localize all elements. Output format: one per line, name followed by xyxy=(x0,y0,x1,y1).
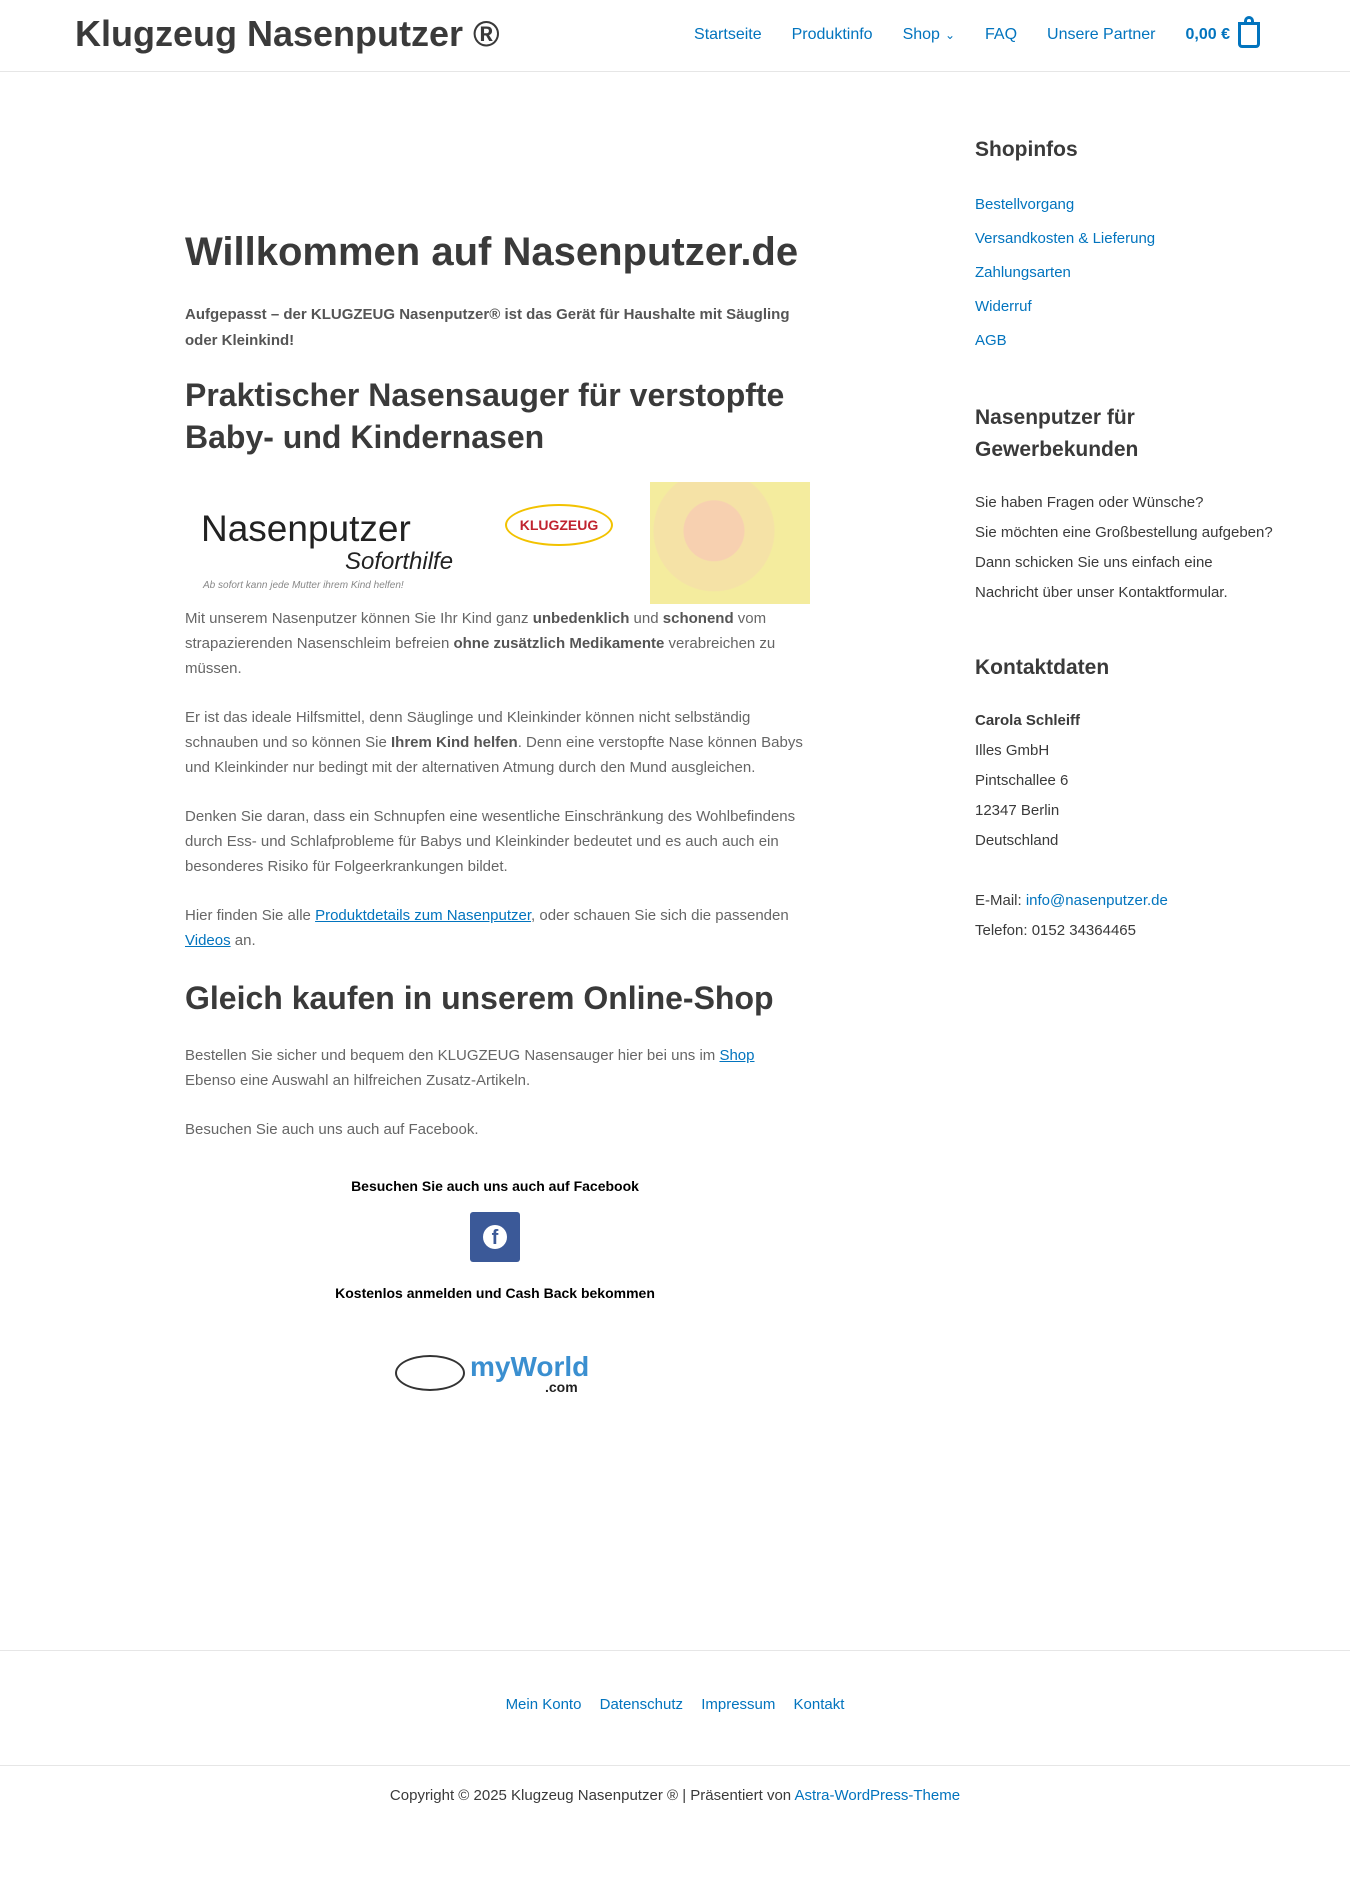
footer-link-impressum[interactable]: Impressum xyxy=(701,1696,776,1713)
b2b-line: Sie haben Fragen oder Wünsche? xyxy=(975,494,1204,511)
baby-image xyxy=(650,482,810,604)
site-title[interactable]: Klugzeug Nasenputzer ® xyxy=(75,13,500,54)
main-content xyxy=(185,228,805,1399)
nav-faq[interactable]: FAQ xyxy=(985,26,1018,43)
facebook-button[interactable] xyxy=(470,1212,520,1262)
paragraph-2 xyxy=(185,705,805,780)
b2b-line: Sie möchten eine Großbestellung aufgeben? xyxy=(975,524,1273,541)
contact-email-row xyxy=(975,886,1295,916)
myworld-name: myWorld xyxy=(470,1351,590,1382)
page-title: Willkommen auf Nasenputzer.de xyxy=(185,230,799,274)
myworld-tld: .com xyxy=(545,1379,578,1395)
cart-total: 0,00 € xyxy=(1185,26,1230,43)
nav-partner[interactable]: Unsere Partner xyxy=(1047,26,1156,43)
globe-icon xyxy=(395,1355,465,1391)
klugzeug-logo: KLUGZEUG xyxy=(505,504,613,546)
footer-link-mein-konto[interactable]: Mein Konto xyxy=(505,1696,582,1713)
spacer xyxy=(975,856,1295,886)
p1-bold-2: schonend xyxy=(662,610,734,627)
p4-text-b: , oder schauen Sie sich die passenden xyxy=(531,907,789,924)
b2b-line: Dann schicken Sie uns einfach eine xyxy=(975,554,1213,571)
gewerbekunden-text xyxy=(975,488,1295,608)
paragraph-6: Besuchen Sie auch uns auch auf Facebook. xyxy=(185,1121,479,1138)
facebook-icon: f xyxy=(483,1225,507,1249)
p1-text-d: vom strapazierenden Nasenschleim befreien xyxy=(185,610,767,652)
product-details-link[interactable]: Produktdetails zum Nasenputzer xyxy=(315,907,532,924)
nav-startseite[interactable]: Startseite xyxy=(694,26,762,43)
p5-text-b: Ebenso eine Auswahl an hilfreichen Zusatz-Artikeln. xyxy=(185,1072,531,1089)
contact-line: 12347 Berlin xyxy=(975,802,1060,819)
p4-text-a: Hier finden Sie alle xyxy=(185,907,316,924)
p2-bold: Ihrem Kind helfen xyxy=(391,734,518,751)
theme-link[interactable]: Astra-WordPress-Theme xyxy=(794,1787,961,1804)
contact-phone: Telefon: 0152 34364465 xyxy=(975,922,1136,939)
footer-links xyxy=(0,1696,1350,1713)
copyright-text: Copyright © 2025 Klugzeug Nasenputzer ® | Präsentiert von xyxy=(389,1787,795,1804)
copyright xyxy=(0,1787,1350,1804)
link-versandkosten[interactable]: Versandkosten & Lieferung xyxy=(975,230,1156,247)
main-navigation xyxy=(664,22,1260,48)
nav-shop[interactable] xyxy=(903,26,955,44)
footer-navigation xyxy=(0,1650,1350,1766)
myworld-logo[interactable] xyxy=(395,1349,595,1399)
widget-shopinfos xyxy=(975,134,1295,358)
videos-link[interactable]: Videos xyxy=(185,932,231,949)
widget-title-gewerbekunden: Nasenputzer für Gewerbekunden xyxy=(975,406,1139,461)
widget-kontaktdaten xyxy=(975,652,1295,946)
intro-text: Aufgepasst – der KLUGZEUG Nasenputzer® ist das Gerät für Haushalte mit Säugling oder Kleinkind! xyxy=(185,306,790,349)
chevron-down-icon: ⌄ xyxy=(944,28,955,42)
sidebar xyxy=(975,134,1295,990)
p2-text-c: . Denn eine verstopfte Nase können Babys und Kleinkinder nur bedingt mit der alternativen Atmung durch den Mund ausgleichen. xyxy=(185,734,803,776)
link-widerruf[interactable]: Widerruf xyxy=(975,298,1032,315)
paragraph-5 xyxy=(185,1043,805,1093)
paragraph-1 xyxy=(185,606,805,681)
link-zahlungsarten[interactable]: Zahlungsarten xyxy=(975,264,1071,281)
link-bestellvorgang[interactable]: Bestellvorgang xyxy=(975,196,1075,213)
paragraph-4 xyxy=(185,903,805,953)
shopping-bag-icon xyxy=(1238,22,1260,48)
banner-subline: Ab sofort kann jede Mutter ihrem Kind helfen! xyxy=(203,580,404,591)
cashback-text: Kostenlos anmelden und Cash Back bekommen xyxy=(335,1285,655,1301)
banner-tagline: Soforthilfe xyxy=(345,548,454,575)
heading-nasensauger: Praktischer Nasensauger für verstopfte Baby- und Kindernasen xyxy=(185,377,785,455)
p1-text-c: und xyxy=(629,610,663,627)
contact-line: Deutschland xyxy=(975,832,1059,849)
contact-name: Carola Schleiff xyxy=(975,712,1081,729)
contact-line: Pintschallee 6 xyxy=(975,772,1069,789)
email-link[interactable]: info@nasenputzer.de xyxy=(1025,892,1168,909)
p2-text-a: Er ist das ideale Hilfsmittel, denn Säuglinge und Kleinkinder können nicht selbständig schnauben und so können Sie xyxy=(185,709,751,751)
site-header xyxy=(0,0,1350,72)
heading-online-shop: Gleich kaufen in unserem Online-Shop xyxy=(185,980,774,1016)
p1-text-a: Mit unserem Nasenputzer können Sie Ihr Kind ganz xyxy=(185,610,533,627)
p1-bold-1: unbedenklich xyxy=(532,610,630,627)
email-label: E-Mail: xyxy=(975,892,1026,909)
footer-link-kontakt[interactable]: Kontakt xyxy=(793,1696,845,1713)
paragraph-3: Denken Sie daran, dass ein Schnupfen eine wesentliche Einschränkung des Wohlbefindens durch Ess- und Schlafprobleme für Babys und Kleinkinder bedeutet und es auch auch ein besonderes Risiko für Folgeerkrankungen bildet. xyxy=(185,808,796,875)
widget-title-kontaktdaten: Kontaktdaten xyxy=(975,656,1110,679)
product-banner xyxy=(185,482,810,604)
b2b-line: Nachricht über unser Kontaktformular. xyxy=(975,584,1228,601)
p5-text-a: Bestellen Sie sicher und bequem den KLUGZEUG Nasensauger hier bei uns im xyxy=(185,1047,720,1064)
contact-line: Illes GmbH xyxy=(975,742,1050,759)
widget-gewerbekunden xyxy=(975,402,1295,608)
widget-title-shopinfos: Shopinfos xyxy=(975,138,1078,161)
banner-brand: Nasenputzer xyxy=(201,508,411,549)
facebook-title: Besuchen Sie auch uns auch auf Facebook xyxy=(351,1178,639,1194)
shopinfos-links xyxy=(975,188,1295,358)
footer-link-datenschutz[interactable]: Datenschutz xyxy=(599,1696,684,1713)
nav-produktinfo[interactable]: Produktinfo xyxy=(791,26,873,43)
shop-link[interactable]: Shop xyxy=(719,1047,755,1064)
p1-bold-3: ohne zusätzlich Medikamente xyxy=(453,635,665,652)
facebook-section xyxy=(185,1178,805,1399)
nav-shop-label: Shop xyxy=(902,26,940,43)
link-agb[interactable]: AGB xyxy=(975,332,1007,349)
p4-text-c: an. xyxy=(230,932,256,949)
p1-text-e: verabreichen zu müssen. xyxy=(185,635,776,677)
contact-info xyxy=(975,706,1295,946)
cart-button[interactable] xyxy=(1186,22,1260,48)
